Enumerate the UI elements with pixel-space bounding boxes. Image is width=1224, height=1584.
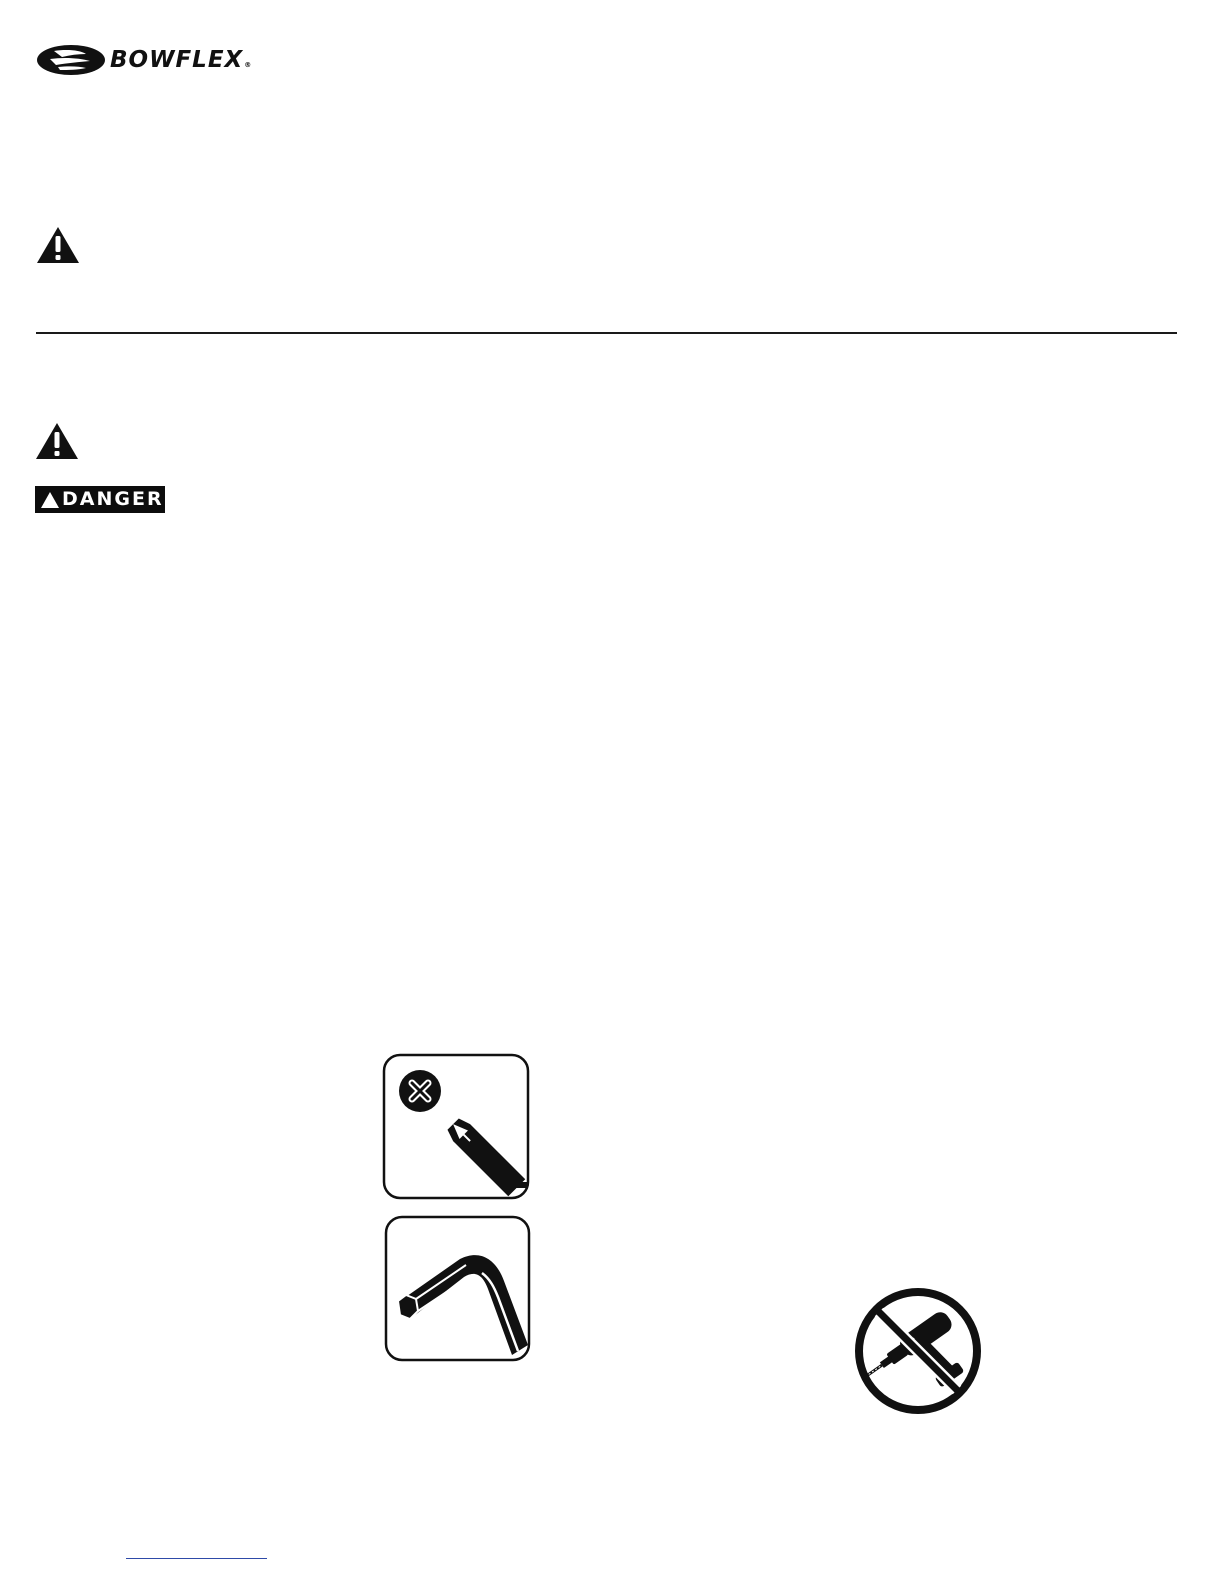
brand-wordmark: BOWFLEX xyxy=(110,47,244,73)
hex-key-icon xyxy=(384,1215,531,1362)
phillips-screwdriver-icon xyxy=(382,1053,530,1200)
footer-link[interactable] xyxy=(126,1544,267,1559)
registered-mark: ® xyxy=(244,61,253,69)
no-power-drill-icon xyxy=(853,1286,983,1416)
brand-name xyxy=(110,46,252,79)
bowflex-logo xyxy=(36,44,292,76)
section-divider xyxy=(36,332,1177,334)
warning-triangle-icon xyxy=(35,422,79,460)
warning-triangle-icon xyxy=(36,226,80,264)
danger-label: DANGER xyxy=(62,488,164,510)
danger-triangle-icon xyxy=(41,492,59,508)
danger-badge xyxy=(35,486,165,513)
bowflex-logo-mark-icon xyxy=(36,44,108,76)
